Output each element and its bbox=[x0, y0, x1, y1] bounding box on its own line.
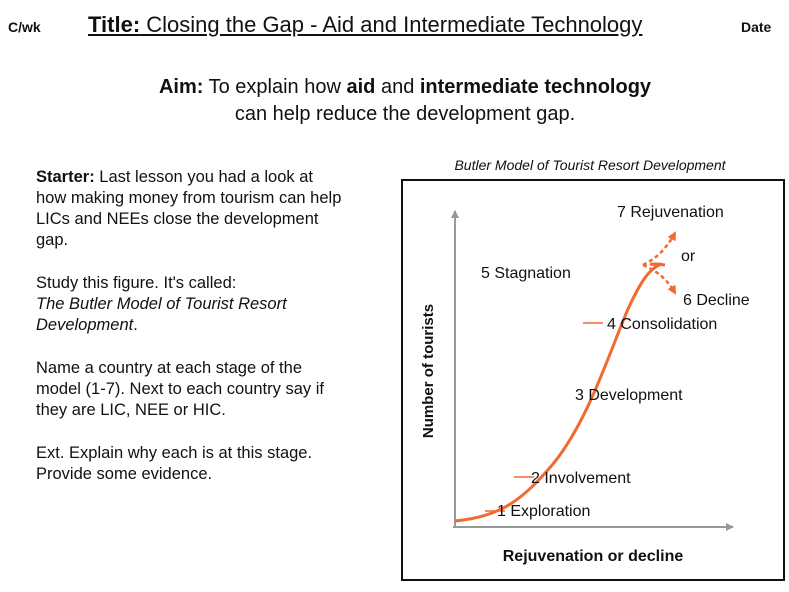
title-text: Closing the Gap - Aid and Intermediate Technology bbox=[140, 12, 643, 37]
extension-paragraph: Ext. Explain why each is at this stage. Provide some evidence. bbox=[36, 444, 313, 483]
starter-text: Last lesson you had a look at how making money from tourism can help LICs and NEEs close the development gap. bbox=[36, 168, 342, 249]
page-title bbox=[88, 12, 728, 38]
classwork-label: C/wk bbox=[8, 19, 41, 35]
stage-6-label: 6 Decline bbox=[683, 292, 750, 309]
study-paragraph bbox=[36, 273, 346, 336]
x-axis-label: Rejuvenation or decline bbox=[502, 548, 684, 565]
stage-2-label: 2 Involvement bbox=[531, 470, 631, 487]
butler-model-diagram bbox=[403, 181, 783, 579]
rejuvenation-arrow bbox=[643, 233, 675, 265]
stage-7-label: 7 Rejuvenation bbox=[617, 204, 724, 221]
study-intro: Study this figure. It's called: bbox=[36, 274, 237, 292]
starter-label: Starter: bbox=[36, 168, 95, 186]
aim-bold-tech: intermediate technology bbox=[419, 76, 652, 98]
y-axis-label: Number of tourists bbox=[420, 303, 437, 439]
title-label: Title: bbox=[88, 12, 141, 37]
or-label: or bbox=[681, 248, 696, 265]
aim-label: Aim: bbox=[158, 76, 204, 98]
starter-paragraph bbox=[36, 167, 346, 251]
aim-statement bbox=[60, 74, 750, 128]
date-label: Date bbox=[741, 19, 772, 35]
starter-panel bbox=[36, 167, 346, 507]
aim-text-1: To explain how bbox=[203, 76, 347, 98]
stage-1-label: 1 Exploration bbox=[497, 503, 591, 520]
study-title: The Butler Model of Tourist Resort Development bbox=[36, 295, 287, 334]
stage-4-label: 4 Consolidation bbox=[607, 316, 718, 333]
stage-5-label: 5 Stagnation bbox=[481, 265, 571, 282]
study-end: . bbox=[133, 316, 138, 334]
decline-arrow bbox=[643, 265, 675, 293]
aim-line-2: can help reduce the development gap. bbox=[234, 103, 576, 125]
aim-text-2: and bbox=[375, 76, 420, 98]
butler-model-figure bbox=[401, 179, 785, 581]
task-paragraph: Name a country at each stage of the model (1-7). Next to each country say if they are LIC, NEE or HIC. bbox=[36, 359, 324, 419]
aim-bold-aid: aid bbox=[346, 76, 376, 98]
figure-caption: Butler Model of Tourist Resort Development bbox=[454, 157, 726, 173]
stage-3-label: 3 Development bbox=[575, 387, 683, 404]
